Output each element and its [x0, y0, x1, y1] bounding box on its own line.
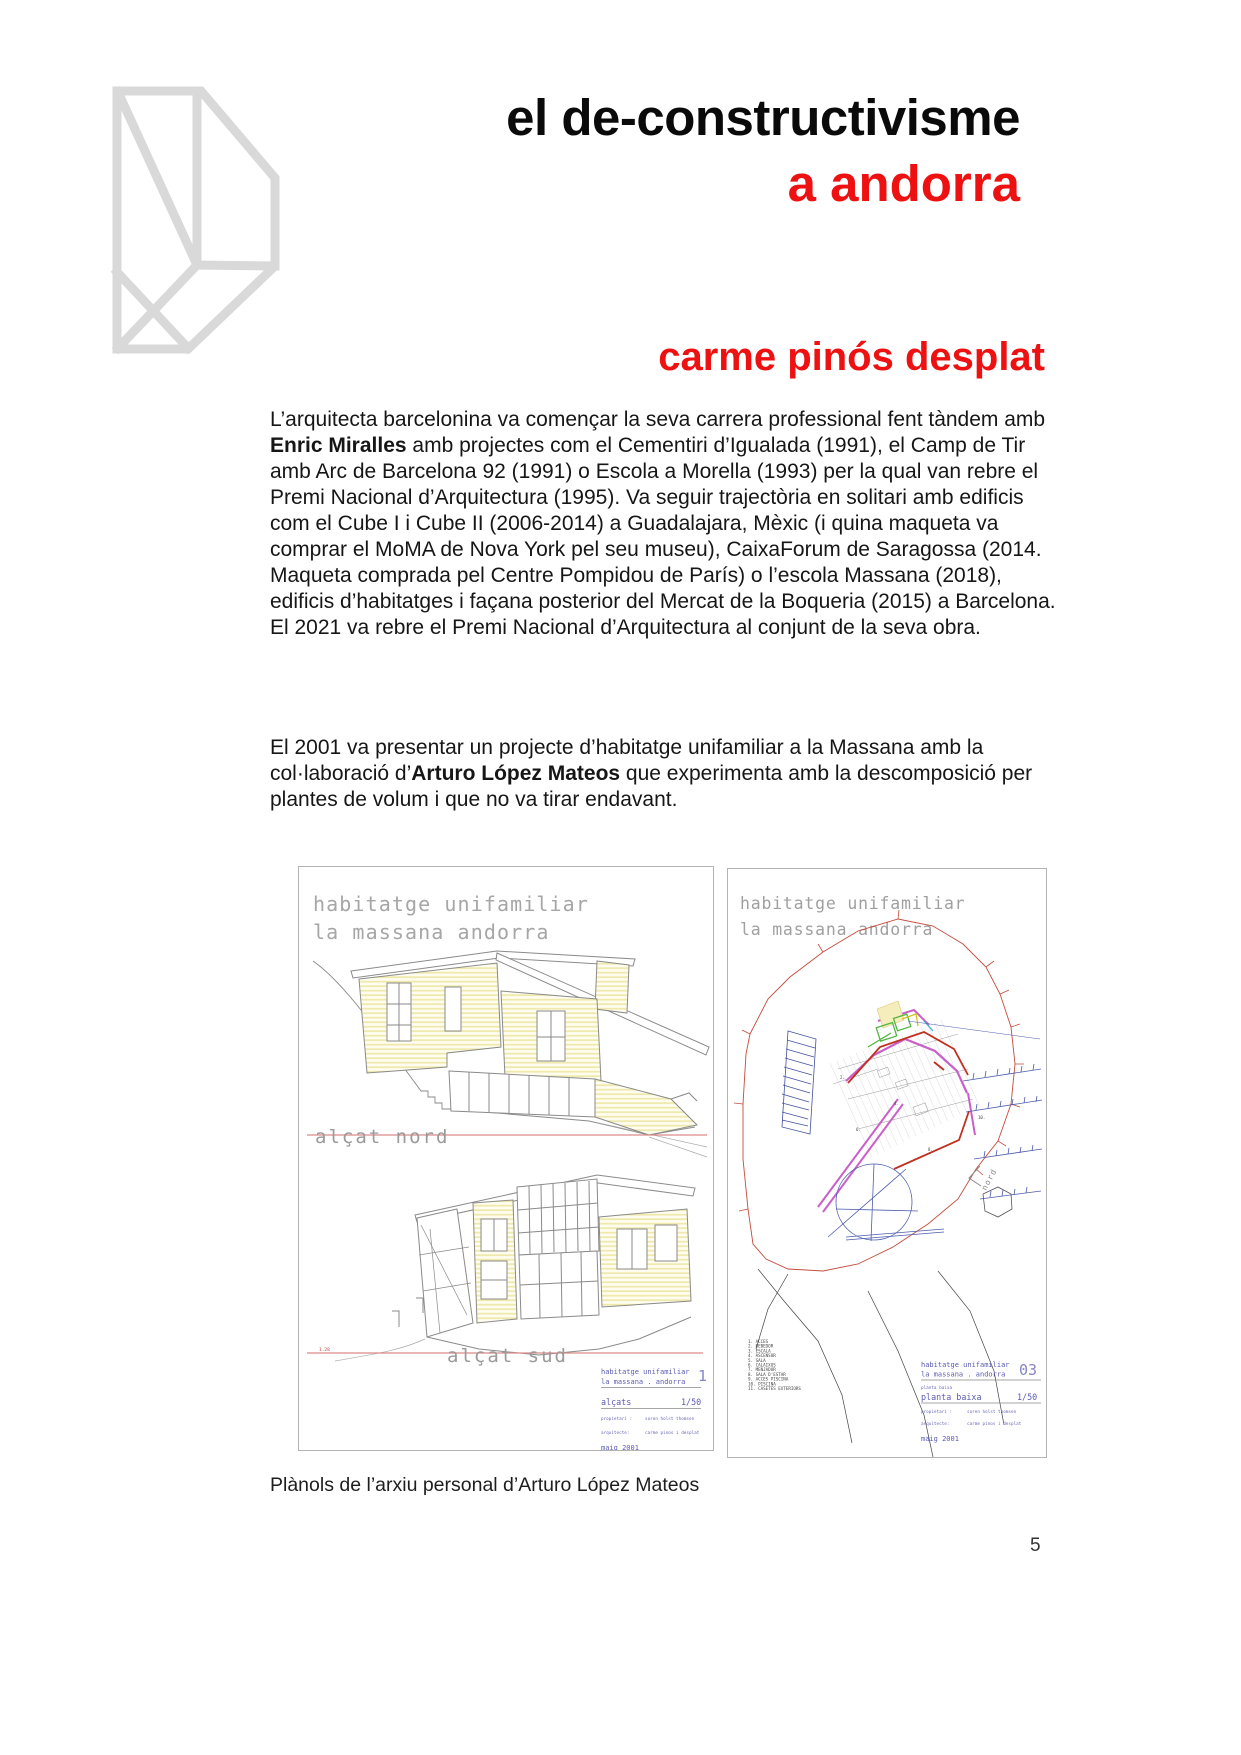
- north-label: nord: [979, 1167, 999, 1192]
- tb-project-line2: la massana . andorra: [601, 1378, 686, 1386]
- level-mark: 1.28: [319, 1348, 330, 1353]
- tb-drawing-name: planta baixa: [921, 1392, 982, 1402]
- body-text: [270, 407, 1060, 813]
- legend-item: 4. ASCENSOR: [748, 1353, 776, 1359]
- page-title: el de-constructivisme: [506, 89, 1020, 146]
- tb-scale: 1/50: [681, 1397, 702, 1407]
- tb-architect: carme pinos i desplat: [645, 1431, 700, 1436]
- legend-item: 11. CASETES EXTERIORS: [748, 1386, 801, 1391]
- tb-owner: soren holst thomsen: [967, 1410, 1017, 1415]
- drawing-header-line1: habitatge unifamiliar: [313, 892, 589, 916]
- drawing-header-line2: la massana andorra: [313, 920, 550, 944]
- plan-number: 10.: [978, 1115, 986, 1120]
- legend-item: 9. ACCES PISCINA: [748, 1376, 789, 1382]
- geometric-envelope-logo: [108, 76, 280, 356]
- north-arrow-icon: [969, 1166, 981, 1186]
- legend-item: 6. CALAIXOS: [748, 1362, 776, 1368]
- drawing-header-line2: la massana andorra: [740, 920, 934, 939]
- tb-architect-label: arquitecte:: [601, 1431, 630, 1436]
- legend-item: 3. ESCALA: [748, 1348, 771, 1354]
- legend-item: 5. SALA: [748, 1357, 766, 1363]
- tb-project-line2: la massana . andorra: [921, 1370, 1006, 1379]
- legend-item: 7. MENJADOR: [748, 1367, 776, 1373]
- tb-project-line1: habitatge unifamiliar: [921, 1361, 1010, 1369]
- plan-legend: [748, 1339, 801, 1391]
- paragraph: L’arquitecta barcelonina va començar la seva carrera professional fent tàndem amb Enric Miralles amb projectes com el Cementiri d’Igualada (1991), el Camp de Tir amb Arc de Barcelona 92 (1991) o Escola a Morella (1993) per la qual van rebre el Premi Nacional d’Arquitectura (1995). Va seguir trajectòria en solitari amb edificis com el Cube I i Cube II (2006-2014) a Guadalajara, Mèxic (i quina maqueta va comprar el MoMA de Nova York pel seu museu), CaixaForum de Saragossa (2014. Maqueta comprada pel Centre Pompidou de París) o l’escola Massana (2018), edificis d’habitatges i façana posterior del Mercat de la Boqueria (2015) a Barcelona. El 2021 va rebre el Premi Nacional d’Arquitectura al conjunt de la seva obra.: [270, 408, 1056, 639]
- tb-architect-label: arquitecte:: [921, 1422, 950, 1427]
- tb-drawing-name: alçats: [601, 1397, 632, 1407]
- title-block-left: [601, 1367, 707, 1450]
- paragraph: El 2001 va presentar un projecte d’habitatge unifamiliar a la Massana amb la col·laboració d’Arturo López Mateos que experimenta amb la descomposició per plantes de volum i que no va tirar endavant.: [270, 736, 1033, 811]
- page-title-accent: a andorra: [787, 155, 1020, 212]
- legend-item: 1. ACCES: [748, 1339, 769, 1344]
- author-name: carme pinós desplat: [658, 335, 1045, 379]
- drawing-header-line1: habitatge unifamiliar: [740, 894, 966, 913]
- tb-drawing-label: planta baixa: [921, 1386, 953, 1391]
- tb-scale: 1/50: [1017, 1392, 1038, 1402]
- legend-item: 10. PISCINA: [748, 1381, 776, 1387]
- plan-number: 6.: [856, 1127, 861, 1132]
- legend-item: 2. REBEDOR: [748, 1343, 774, 1349]
- tb-owner: soren holst thomsen: [645, 1417, 695, 1422]
- tb-date: maig 2001: [921, 1435, 959, 1443]
- south-elevation-drawing: [335, 1175, 695, 1361]
- site-plan-panel: [727, 868, 1047, 1458]
- plan-number: 4.: [894, 1101, 899, 1106]
- title-block-right: [921, 1361, 1041, 1443]
- south-elevation-label: alçat sud: [447, 1345, 568, 1367]
- tb-date: maig 2001: [601, 1444, 639, 1450]
- tb-project-line1: habitatge unifamiliar: [601, 1368, 690, 1376]
- tb-architect: carme pinos i desplat: [967, 1422, 1022, 1427]
- tb-owner-label: propietari :: [601, 1417, 633, 1422]
- tb-sheet-number: 03: [1019, 1361, 1038, 1379]
- figure-caption: Plànols de l’arxiu personal d’Arturo López Mateos: [270, 1474, 700, 1496]
- north-elevation-label: alçat nord: [315, 1126, 450, 1148]
- elevations-drawing-panel: [298, 866, 714, 1451]
- page-number: 5: [1030, 1535, 1041, 1556]
- tb-sheet-number: 1: [698, 1367, 708, 1385]
- tb-owner-label: propietari :: [921, 1410, 953, 1415]
- plan-number: 8.: [928, 1147, 933, 1152]
- legend-item: 8. SALA D'ESTAR: [748, 1371, 786, 1377]
- plan-number: 2.: [840, 1075, 845, 1080]
